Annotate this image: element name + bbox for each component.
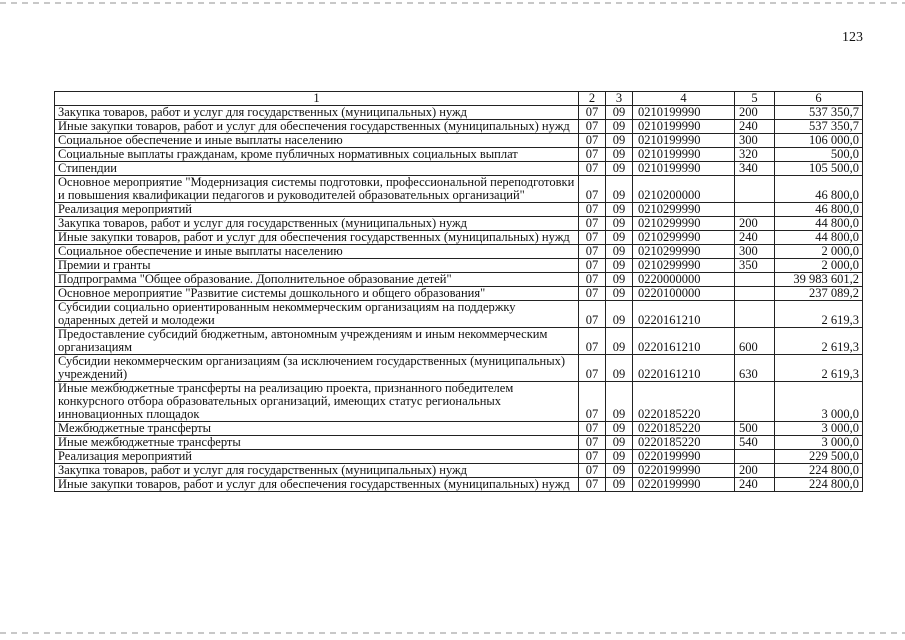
row-expense-type-cell: 300 [735, 245, 775, 259]
row-name-cell: Премии и гранты [55, 259, 579, 273]
row-name-cell: Социальные выплаты гражданам, кроме публичных нормативных социальных выплат [55, 148, 579, 162]
row-amount-cell: 46 800,0 [775, 203, 863, 217]
table-row [55, 120, 863, 134]
row-target-code-cell: 0210199990 [633, 120, 735, 134]
row-target-code-cell: 0220199990 [633, 478, 735, 492]
row-amount-cell: 2 619,3 [775, 328, 863, 355]
row-name-cell: Закупка товаров, работ и услуг для государственных (муниципальных) нужд [55, 464, 579, 478]
header-col-2: 2 [579, 92, 606, 106]
row-target-code-cell: 0220185220 [633, 382, 735, 422]
row-name-cell: Социальное обеспечение и иные выплаты населению [55, 245, 579, 259]
table-row [55, 355, 863, 382]
row-subsection-cell: 09 [606, 148, 633, 162]
table-row [55, 148, 863, 162]
row-name-cell: Реализация мероприятий [55, 450, 579, 464]
row-expense-type-cell: 340 [735, 162, 775, 176]
row-expense-type-cell: 200 [735, 464, 775, 478]
row-target-code-cell: 0210199990 [633, 162, 735, 176]
row-expense-type-cell: 200 [735, 106, 775, 120]
table-row [55, 328, 863, 355]
table-row [55, 301, 863, 328]
row-name-cell: Иные межбюджетные трансферты на реализацию проекта, признанного победителем конкурсного отбора образовательных организаций, имеющих статус региональных инновационных площадок [55, 382, 579, 422]
row-subsection-cell: 09 [606, 245, 633, 259]
row-target-code-cell: 0220161210 [633, 355, 735, 382]
row-target-code-cell: 0210199990 [633, 148, 735, 162]
row-amount-cell: 2 619,3 [775, 355, 863, 382]
row-subsection-cell: 09 [606, 176, 633, 203]
row-section-cell: 07 [579, 301, 606, 328]
row-amount-cell: 537 350,7 [775, 120, 863, 134]
row-amount-cell: 2 000,0 [775, 259, 863, 273]
row-section-cell: 07 [579, 148, 606, 162]
row-amount-cell: 44 800,0 [775, 231, 863, 245]
table-row [55, 478, 863, 492]
row-section-cell: 07 [579, 134, 606, 148]
header-col-1: 1 [55, 92, 579, 106]
row-section-cell: 07 [579, 422, 606, 436]
row-subsection-cell: 09 [606, 301, 633, 328]
table-row [55, 162, 863, 176]
row-target-code-cell: 0210199990 [633, 106, 735, 120]
row-subsection-cell: 09 [606, 382, 633, 422]
row-expense-type-cell: 240 [735, 120, 775, 134]
row-section-cell: 07 [579, 450, 606, 464]
row-subsection-cell: 09 [606, 231, 633, 245]
table-row [55, 287, 863, 301]
row-expense-type-cell [735, 203, 775, 217]
row-amount-cell: 39 983 601,2 [775, 273, 863, 287]
table-row [55, 106, 863, 120]
row-target-code-cell: 0220161210 [633, 301, 735, 328]
row-subsection-cell: 09 [606, 134, 633, 148]
row-section-cell: 07 [579, 203, 606, 217]
row-target-code-cell: 0220185220 [633, 436, 735, 450]
row-subsection-cell: 09 [606, 162, 633, 176]
row-section-cell: 07 [579, 217, 606, 231]
row-section-cell: 07 [579, 231, 606, 245]
row-amount-cell: 237 089,2 [775, 287, 863, 301]
row-subsection-cell: 09 [606, 106, 633, 120]
row-target-code-cell: 0210299990 [633, 245, 735, 259]
row-target-code-cell: 0220199990 [633, 450, 735, 464]
row-expense-type-cell: 500 [735, 422, 775, 436]
scan-artifact-top [0, 2, 905, 4]
scan-artifact-bottom [0, 632, 905, 634]
row-expense-type-cell: 350 [735, 259, 775, 273]
table-row [55, 176, 863, 203]
row-name-cell: Подпрограмма "Общее образование. Дополнительное образование детей" [55, 273, 579, 287]
row-section-cell: 07 [579, 355, 606, 382]
table-row [55, 450, 863, 464]
budget-table [54, 91, 863, 492]
table-row [55, 273, 863, 287]
row-subsection-cell: 09 [606, 478, 633, 492]
row-subsection-cell: 09 [606, 450, 633, 464]
row-section-cell: 07 [579, 273, 606, 287]
row-section-cell: 07 [579, 259, 606, 273]
row-amount-cell: 229 500,0 [775, 450, 863, 464]
row-expense-type-cell [735, 301, 775, 328]
row-expense-type-cell: 200 [735, 217, 775, 231]
row-amount-cell: 3 000,0 [775, 382, 863, 422]
table-row [55, 259, 863, 273]
row-expense-type-cell: 600 [735, 328, 775, 355]
row-target-code-cell: 0220100000 [633, 287, 735, 301]
row-amount-cell: 46 800,0 [775, 176, 863, 203]
row-target-code-cell: 0220161210 [633, 328, 735, 355]
row-section-cell: 07 [579, 328, 606, 355]
row-target-code-cell: 0210299990 [633, 203, 735, 217]
row-target-code-cell: 0210299990 [633, 259, 735, 273]
table-row [55, 382, 863, 422]
row-expense-type-cell: 300 [735, 134, 775, 148]
row-expense-type-cell: 630 [735, 355, 775, 382]
row-section-cell: 07 [579, 176, 606, 203]
row-name-cell: Реализация мероприятий [55, 203, 579, 217]
row-target-code-cell: 0210299990 [633, 217, 735, 231]
row-amount-cell: 224 800,0 [775, 478, 863, 492]
row-amount-cell: 2 619,3 [775, 301, 863, 328]
row-target-code-cell: 0210200000 [633, 176, 735, 203]
row-subsection-cell: 09 [606, 436, 633, 450]
row-expense-type-cell [735, 176, 775, 203]
table-row [55, 436, 863, 450]
row-subsection-cell: 09 [606, 203, 633, 217]
row-name-cell: Стипендии [55, 162, 579, 176]
row-expense-type-cell [735, 382, 775, 422]
row-section-cell: 07 [579, 287, 606, 301]
row-subsection-cell: 09 [606, 259, 633, 273]
row-amount-cell: 2 000,0 [775, 245, 863, 259]
row-name-cell: Иные закупки товаров, работ и услуг для обеспечения государственных (муниципальных) нужд [55, 231, 579, 245]
row-amount-cell: 537 350,7 [775, 106, 863, 120]
header-row [55, 92, 863, 106]
row-name-cell: Субсидии социально ориентированным некоммерческим организациям на поддержку одаренных детей и молодежи [55, 301, 579, 328]
row-section-cell: 07 [579, 436, 606, 450]
row-section-cell: 07 [579, 245, 606, 259]
row-target-code-cell: 0210199990 [633, 134, 735, 148]
row-subsection-cell: 09 [606, 422, 633, 436]
row-name-cell: Предоставление субсидий бюджетным, автономным учреждениям и иным некоммерческим организациям [55, 328, 579, 355]
row-expense-type-cell [735, 273, 775, 287]
row-section-cell: 07 [579, 162, 606, 176]
row-subsection-cell: 09 [606, 273, 633, 287]
row-section-cell: 07 [579, 382, 606, 422]
header-col-6: 6 [775, 92, 863, 106]
row-name-cell: Основное мероприятие "Модернизация системы подготовки, профессиональной переподготовки и повышения квалификации педагогов и руководителей образовательных организаций" [55, 176, 579, 203]
row-subsection-cell: 09 [606, 120, 633, 134]
table-row [55, 231, 863, 245]
row-name-cell: Основное мероприятие "Развитие системы дошкольного и общего образования" [55, 287, 579, 301]
row-amount-cell: 105 500,0 [775, 162, 863, 176]
table-header [55, 92, 863, 106]
row-amount-cell: 3 000,0 [775, 436, 863, 450]
header-col-4: 4 [633, 92, 735, 106]
row-name-cell: Закупка товаров, работ и услуг для государственных (муниципальных) нужд [55, 217, 579, 231]
row-expense-type-cell: 320 [735, 148, 775, 162]
row-subsection-cell: 09 [606, 464, 633, 478]
row-section-cell: 07 [579, 120, 606, 134]
table-row [55, 245, 863, 259]
page-number: 123 [842, 30, 863, 45]
row-amount-cell: 224 800,0 [775, 464, 863, 478]
table-row [55, 464, 863, 478]
row-section-cell: 07 [579, 478, 606, 492]
table-row [55, 134, 863, 148]
row-section-cell: 07 [579, 106, 606, 120]
row-name-cell: Иные межбюджетные трансферты [55, 436, 579, 450]
table-row [55, 422, 863, 436]
row-target-code-cell: 0220185220 [633, 422, 735, 436]
row-name-cell: Субсидии некоммерческим организациям (за исключением государственных (муниципальных) учреждений) [55, 355, 579, 382]
row-name-cell: Социальное обеспечение и иные выплаты населению [55, 134, 579, 148]
row-target-code-cell: 0220000000 [633, 273, 735, 287]
row-expense-type-cell [735, 287, 775, 301]
row-target-code-cell: 0210299990 [633, 231, 735, 245]
row-amount-cell: 106 000,0 [775, 134, 863, 148]
row-expense-type-cell [735, 450, 775, 464]
row-target-code-cell: 0220199990 [633, 464, 735, 478]
row-name-cell: Иные закупки товаров, работ и услуг для обеспечения государственных (муниципальных) нужд [55, 120, 579, 134]
row-name-cell: Иные закупки товаров, работ и услуг для обеспечения государственных (муниципальных) нужд [55, 478, 579, 492]
table-row [55, 203, 863, 217]
header-col-3: 3 [606, 92, 633, 106]
row-amount-cell: 3 000,0 [775, 422, 863, 436]
row-amount-cell: 44 800,0 [775, 217, 863, 231]
row-subsection-cell: 09 [606, 328, 633, 355]
table-row [55, 217, 863, 231]
row-section-cell: 07 [579, 464, 606, 478]
row-subsection-cell: 09 [606, 217, 633, 231]
row-subsection-cell: 09 [606, 355, 633, 382]
row-amount-cell: 500,0 [775, 148, 863, 162]
row-name-cell: Закупка товаров, работ и услуг для государственных (муниципальных) нужд [55, 106, 579, 120]
row-name-cell: Межбюджетные трансферты [55, 422, 579, 436]
row-expense-type-cell: 240 [735, 231, 775, 245]
row-subsection-cell: 09 [606, 287, 633, 301]
row-expense-type-cell: 240 [735, 478, 775, 492]
table-body [55, 106, 863, 492]
header-col-5: 5 [735, 92, 775, 106]
row-expense-type-cell: 540 [735, 436, 775, 450]
